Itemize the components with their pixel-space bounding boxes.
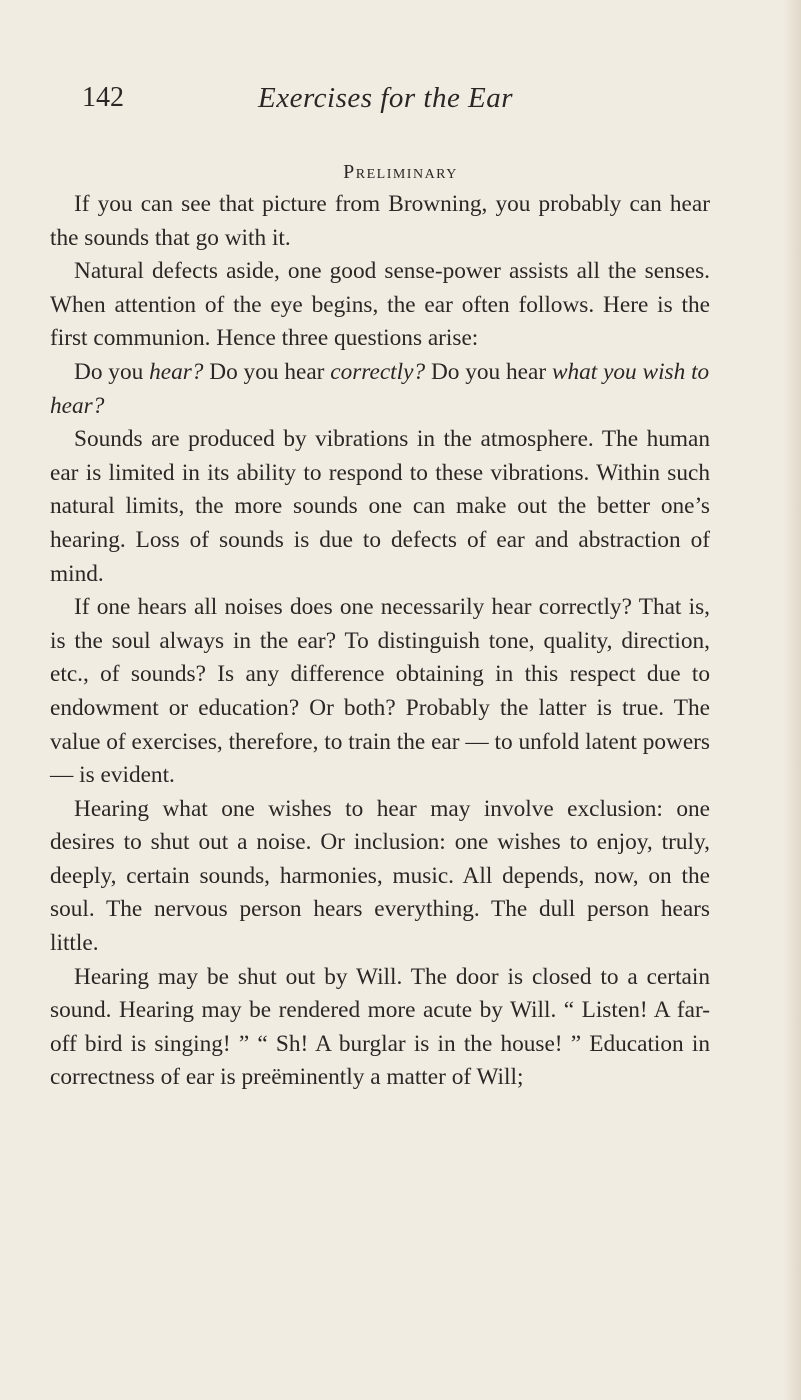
section-heading: Preliminary xyxy=(343,161,458,183)
question-text: Do you xyxy=(74,358,150,385)
page-edge-shadow xyxy=(783,0,801,1400)
question-emphasis: hear? xyxy=(149,358,204,385)
paragraph: If one hears all noises does one necessarily hear correctly? That is, is the soul always in the ear? To distinguish tone, quality, direction, etc., of sounds? Is any difference obtaining in this respect due to endowment or education? Or both? Probably the latter is true. The value of exercises, therefore, to train the ear — to unfold latent powers — is evident. xyxy=(50,594,710,789)
running-title: Exercises for the Ear xyxy=(258,82,514,114)
page-number: 142 xyxy=(82,82,124,113)
question-text: Do you hear xyxy=(203,358,331,385)
question-text: Do you hear xyxy=(425,358,552,385)
paragraph: Hearing what one wishes to hear may involve exclusion: one desires to shut out a noise. Or inclusion: one wishes to enjoy, truly, deeply, certain sounds, harmonies, music. All depends, now, on the soul. The nervous person hears everything. The dull person hears little. xyxy=(50,795,710,957)
paragraph: If you can see that picture from Browning, you probably can hear the sounds that go with it. xyxy=(50,191,710,251)
paragraph: Sounds are produced by vibrations in the atmosphere. The human ear is limited in its ability to respond to these vibrations. Within such natural limits, the more sounds one can make out the better one’s hearing. Loss of sounds is due to defects of ear and abstraction of mind. xyxy=(50,426,710,587)
question-emphasis: correctly? xyxy=(330,358,426,385)
body-text xyxy=(50,188,710,1095)
paragraph-questions xyxy=(50,356,710,423)
question-emphasis: what you wish to hear? xyxy=(50,358,710,419)
running-head xyxy=(0,80,801,120)
paragraph: Natural defects aside, one good sense-power assists all the senses. When attention of the eye begins, the ear often follows. Here is the first communion. Hence three questions arise: xyxy=(50,258,710,352)
paragraph: Hearing may be shut out by Will. The door is closed to a certain sound. Hearing may be rendered more acute by Will. “ Listen! A far-off bird is singing! ” “ Sh! A burglar is in the house! ” Education in correctness of ear is preëminently a matter of Will; xyxy=(50,963,710,1091)
